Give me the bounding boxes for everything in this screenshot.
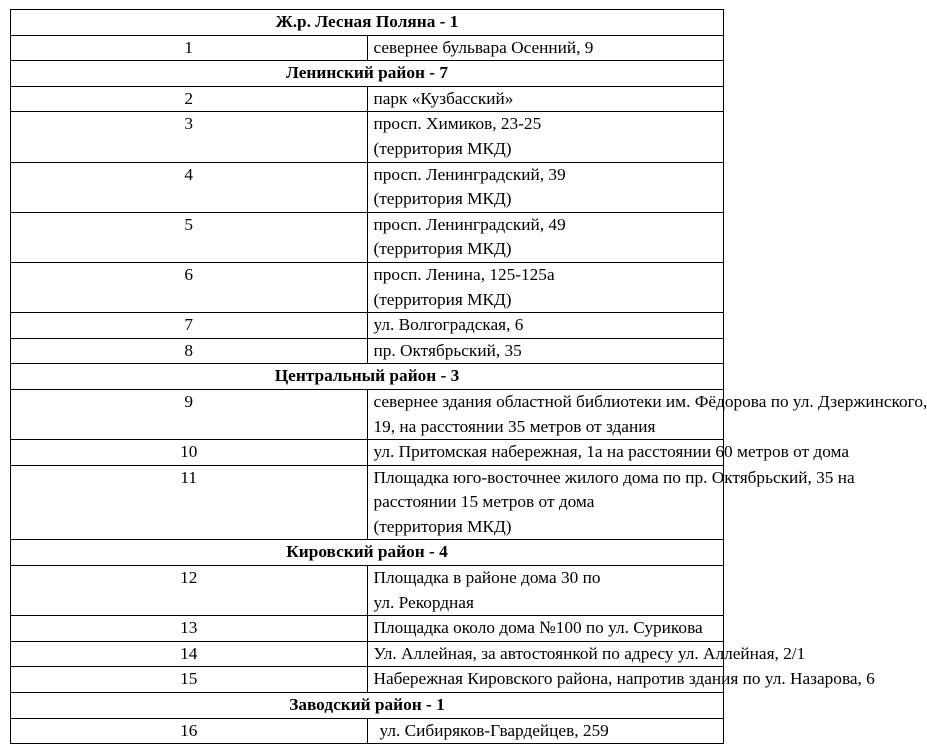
address-line: просп. Ленинградский, 49	[373, 214, 566, 234]
address-line: ул. Рекордная	[373, 592, 474, 612]
row-number: 16	[11, 718, 368, 744]
address-cell	[367, 389, 927, 439]
table-row	[11, 616, 724, 642]
address-line: ул. Волгоградская, 6	[373, 315, 524, 335]
table-row	[11, 212, 724, 262]
address-line: Набережная Кировского района, напротив здания по ул. Назарова, 6	[373, 669, 875, 689]
address-line: севернее бульвара Осенний, 9	[373, 37, 594, 57]
address-line: ул. Притомская набережная, 1а на расстоянии 60 метров от дома	[373, 442, 850, 462]
address-line: (территория МКД)	[373, 289, 512, 309]
address-cell	[367, 262, 724, 312]
table-row	[11, 667, 724, 693]
section-header-row	[11, 364, 724, 390]
table-row	[11, 718, 724, 744]
address-cell	[367, 338, 724, 364]
address-line: парк «Кузбасский»	[373, 88, 514, 108]
address-cell	[367, 566, 724, 616]
address-cell	[367, 667, 875, 693]
address-cell	[367, 86, 724, 112]
row-number: 1	[11, 35, 368, 61]
address-cell	[367, 212, 724, 262]
row-number: 5	[11, 212, 368, 262]
table-row	[11, 313, 724, 339]
address-line: пр. Октябрьский, 35	[373, 340, 522, 360]
address-line: просп. Ленина, 125-125а	[373, 264, 555, 284]
address-cell	[367, 313, 724, 339]
row-number: 13	[11, 616, 368, 642]
table-row	[11, 440, 724, 466]
address-line: Ул. Аллейная, за автостоянкой по адресу ул. Аллейная, 2/1	[373, 643, 806, 663]
address-line: просп. Химиков, 23-25	[373, 114, 542, 134]
address-line: ул. Сибиряков-Гвардейцев, 259	[379, 720, 609, 740]
row-number: 9	[11, 389, 368, 439]
address-line: (территория МКД)	[373, 239, 512, 259]
table-row	[11, 35, 724, 61]
section-header-row	[11, 693, 724, 719]
address-cell	[367, 112, 724, 162]
section-title: Кировский район - 4	[11, 540, 724, 566]
address-line: Площадка юго-восточнее жилого дома по пр. Октябрьский, 35 на	[373, 467, 855, 487]
address-line: (территория МКД)	[373, 138, 512, 158]
address-line: Площадка в районе дома 30 по	[373, 568, 601, 588]
sites-table-body	[11, 10, 927, 744]
address-line: расстоянии 15 метров от дома	[373, 492, 595, 512]
table-row	[11, 338, 724, 364]
address-cell	[367, 465, 855, 540]
address-cell	[367, 440, 850, 466]
row-number: 10	[11, 440, 368, 466]
address-line: (территория МКД)	[373, 516, 512, 536]
row-number: 2	[11, 86, 368, 112]
table-row	[11, 262, 724, 312]
section-title: Центральный район - 3	[11, 364, 724, 390]
table-row	[11, 112, 724, 162]
table-row	[11, 389, 724, 439]
section-header-row	[11, 61, 724, 87]
row-number: 8	[11, 338, 368, 364]
address-line: просп. Ленинградский, 39	[373, 164, 566, 184]
row-number: 11	[11, 465, 368, 540]
table-row	[11, 86, 724, 112]
row-number: 4	[11, 162, 368, 212]
table-row	[11, 465, 724, 540]
row-number: 6	[11, 262, 368, 312]
row-number: 12	[11, 566, 368, 616]
address-line: Площадка около дома №100 по ул. Сурикова	[373, 618, 703, 638]
row-number: 15	[11, 667, 368, 693]
address-line: (территория МКД)	[373, 189, 512, 209]
section-header-row	[11, 540, 724, 566]
address-cell	[367, 162, 724, 212]
table-row	[11, 641, 724, 667]
section-title: Заводский район - 1	[11, 693, 724, 719]
section-title: Ж.р. Лесная Поляна - 1	[11, 10, 724, 36]
table-row	[11, 162, 724, 212]
table-row	[11, 566, 724, 616]
row-number: 7	[11, 313, 368, 339]
address-cell	[367, 718, 724, 744]
address-cell	[367, 35, 724, 61]
address-line: 19, на расстоянии 35 метров от здания	[373, 416, 656, 436]
address-cell	[367, 616, 724, 642]
address-cell	[367, 641, 806, 667]
sites-table	[10, 9, 927, 744]
row-number: 3	[11, 112, 368, 162]
section-header-row	[11, 10, 724, 36]
section-title: Ленинский район - 7	[11, 61, 724, 87]
row-number: 14	[11, 641, 368, 667]
address-line: севернее здания областной библиотеки им. Фёдорова по ул. Дзержинского,	[373, 391, 927, 411]
